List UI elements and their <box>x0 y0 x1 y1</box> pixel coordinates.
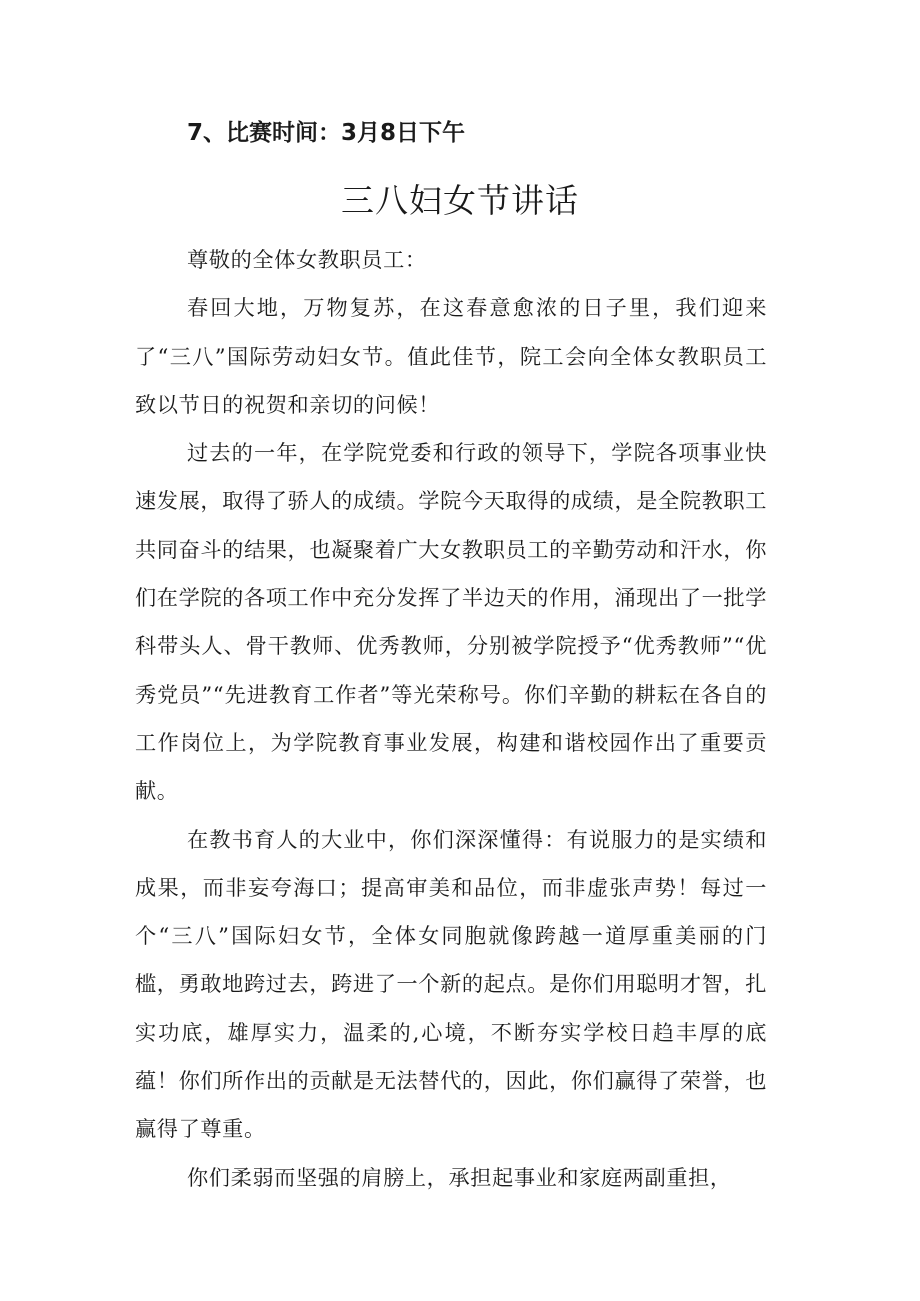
competition-time-line: 7、比赛时间：3月8日下午 <box>187 120 466 146</box>
speech-body <box>135 236 767 1202</box>
paragraph-3: 在教书育人的大业中，你们深深懂得：有说服力的是实绩和成果，而非妄夸海口；提高审美和品位，而非虚张声势！每过一个“三八”国际妇女节，全体女同胞就像跨越一道厚重美丽的门槛，勇敢地跨过去，跨进了一个新的起点。是你们用聪明才智，扎实功底，雄厚实力，温柔的,心境，不断夯实学校日趋丰厚的底蕴！你们所作出的贡献是无法替代的，因此，你们赢得了荣誉，也赢得了尊重。 <box>135 826 767 1142</box>
paragraph-4: 你们柔弱而坚强的肩膀上，承担起事业和家庭两副重担， <box>187 1164 732 1190</box>
salutation: 尊敬的全体女教职员工： <box>187 247 427 272</box>
page-title: 三八妇女节讲话 <box>341 181 579 220</box>
paragraph-2: 过去的一年，在学院党委和行政的领导下，学院各项事业快速发展，取得了骄人的成绩。学院今天取得的成绩，是全院教职工共同奋斗的结果，也凝聚着广大女教职员工的辛勤劳动和汗水，你们在学院的各项工作中充分发挥了半边天的作用，涌现出了一批学科带头人、骨干教师、优秀教师，分别被学院授予“优秀教师”“优秀党员”“先进教育工作者”等光荣称号。你们辛勤的耕耘在各自的工作岗位上，为学院教育事业发展，构建和谐校园作出了重要贡献。 <box>135 440 767 804</box>
paragraph-1: 春回大地，万物复苏，在这春意愈浓的日子里，我们迎来了“三八”国际劳动妇女节。值此佳节，院工会向全体女教职员工致以节日的祝贺和亲切的问候！ <box>135 295 767 417</box>
